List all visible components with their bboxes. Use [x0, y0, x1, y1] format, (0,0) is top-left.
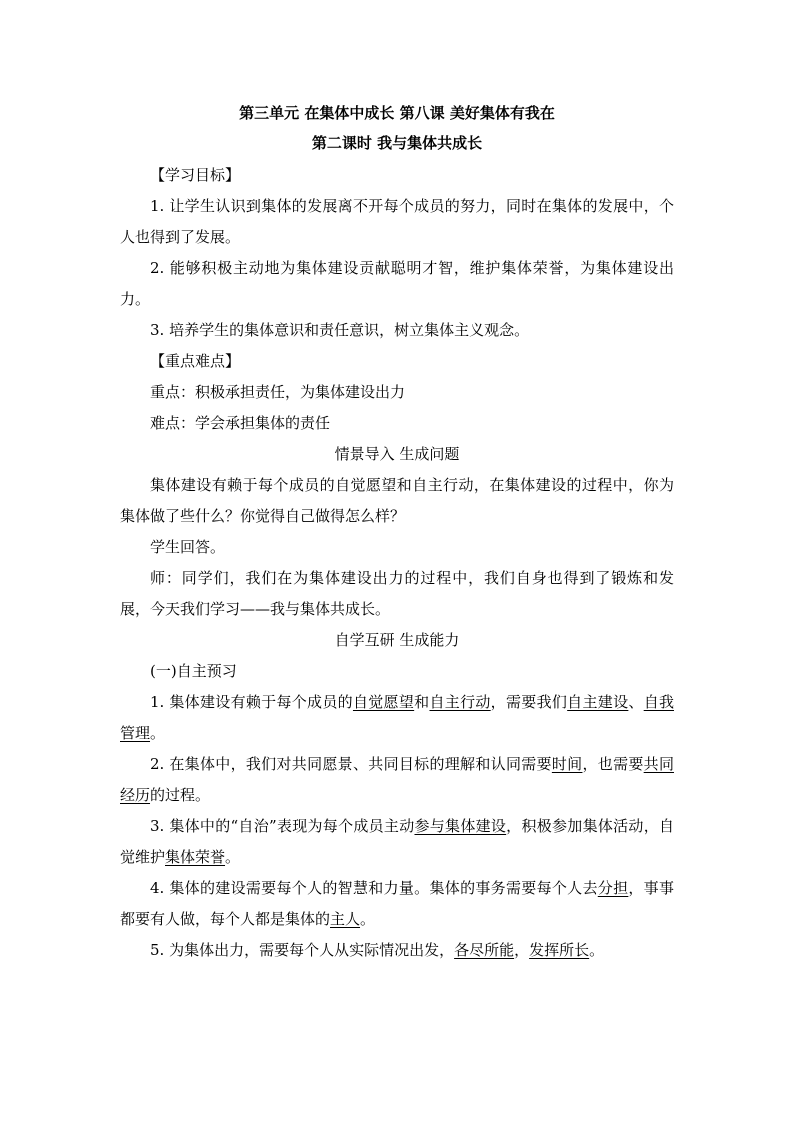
document-content: [120, 98, 674, 966]
preview-item-2: 2. 在集体中，我们对共同愿景、共同目标的理解和认同需要时间，也需要共同经历的过程。: [120, 755, 674, 804]
objectives-heading: 【学习目标】: [150, 166, 241, 184]
intro-question: 集体建设有赖于每个成员的自觉愿望和自主行动，在集体建设的过程中，你为集体做了些什么？你觉得自己做得怎么样？: [120, 476, 674, 525]
self-study-heading: 自学互研 生成能力: [334, 631, 460, 649]
preview-item-5: 5. 为集体出力，需要每个人从实际情况出发，各尽所能，发挥所长。: [150, 941, 605, 959]
blank-answer: 时间: [551, 755, 583, 773]
self-study-subheading: (一)自主预习: [150, 662, 237, 680]
preview-item-4: 4. 集体的建设需要每个人的智慧和力量。集体的事务需要每个人去分担，事事都要有人做，每个人都是集体的主人。: [120, 879, 674, 928]
blank-answer: 主人: [330, 910, 361, 928]
blank-answer: 自主建设: [567, 693, 629, 711]
key-point: 重点：积极承担责任，为集体建设出力: [150, 383, 406, 401]
objective-item-1: 1. 让学生认识到集体的发展离不开每个成员的努力，同时在集体的发展中，个人也得到了发展。: [120, 197, 674, 246]
objective-item-3: 3. 培养学生的集体意识和责任意识，树立集体主义观念。: [150, 321, 530, 339]
preview-item-1: 1. 集体建设有赖于每个成员的自觉愿望和自主行动，需要我们自主建设、自我管理。: [120, 693, 674, 742]
unit-lesson-title: 第三单元 在集体中成长 第八课 美好集体有我在: [239, 104, 555, 122]
blank-answer: 发挥所长: [529, 941, 590, 959]
blank-answer: 共同经历: [120, 755, 674, 804]
intro-answer: 学生回答。: [150, 538, 226, 556]
blank-answer: 集体荣誉: [165, 848, 226, 866]
blank-answer: 自主行动: [429, 693, 491, 711]
key-points-heading: 【重点难点】: [150, 352, 241, 370]
blank-answer: 自我管理: [120, 693, 674, 742]
blank-answer: 参与集体建设: [414, 817, 507, 835]
intro-teacher: 师：同学们，我们在为集体建设出力的过程中，我们自身也得到了锻炼和发展，今天我们学习——我与集体共成长。: [120, 569, 674, 618]
period-title: 第二课时 我与集体共成长: [311, 134, 483, 152]
blank-answer: 分担: [597, 879, 629, 897]
preview-item-3: 3. 集体中的“自治”表现为每个成员主动参与集体建设，积极参加集体活动，自觉维护集体荣誉。: [120, 817, 674, 866]
intro-heading: 情景导入 生成问题: [334, 445, 460, 463]
blank-answer: 自觉愿望: [352, 693, 415, 711]
blank-answer: 各尽所能: [454, 941, 515, 959]
difficult-point: 难点：学会承担集体的责任: [150, 414, 331, 432]
objective-item-2: 2. 能够积极主动地为集体建设贡献聪明才智，维护集体荣誉，为集体建设出力。: [120, 259, 674, 308]
